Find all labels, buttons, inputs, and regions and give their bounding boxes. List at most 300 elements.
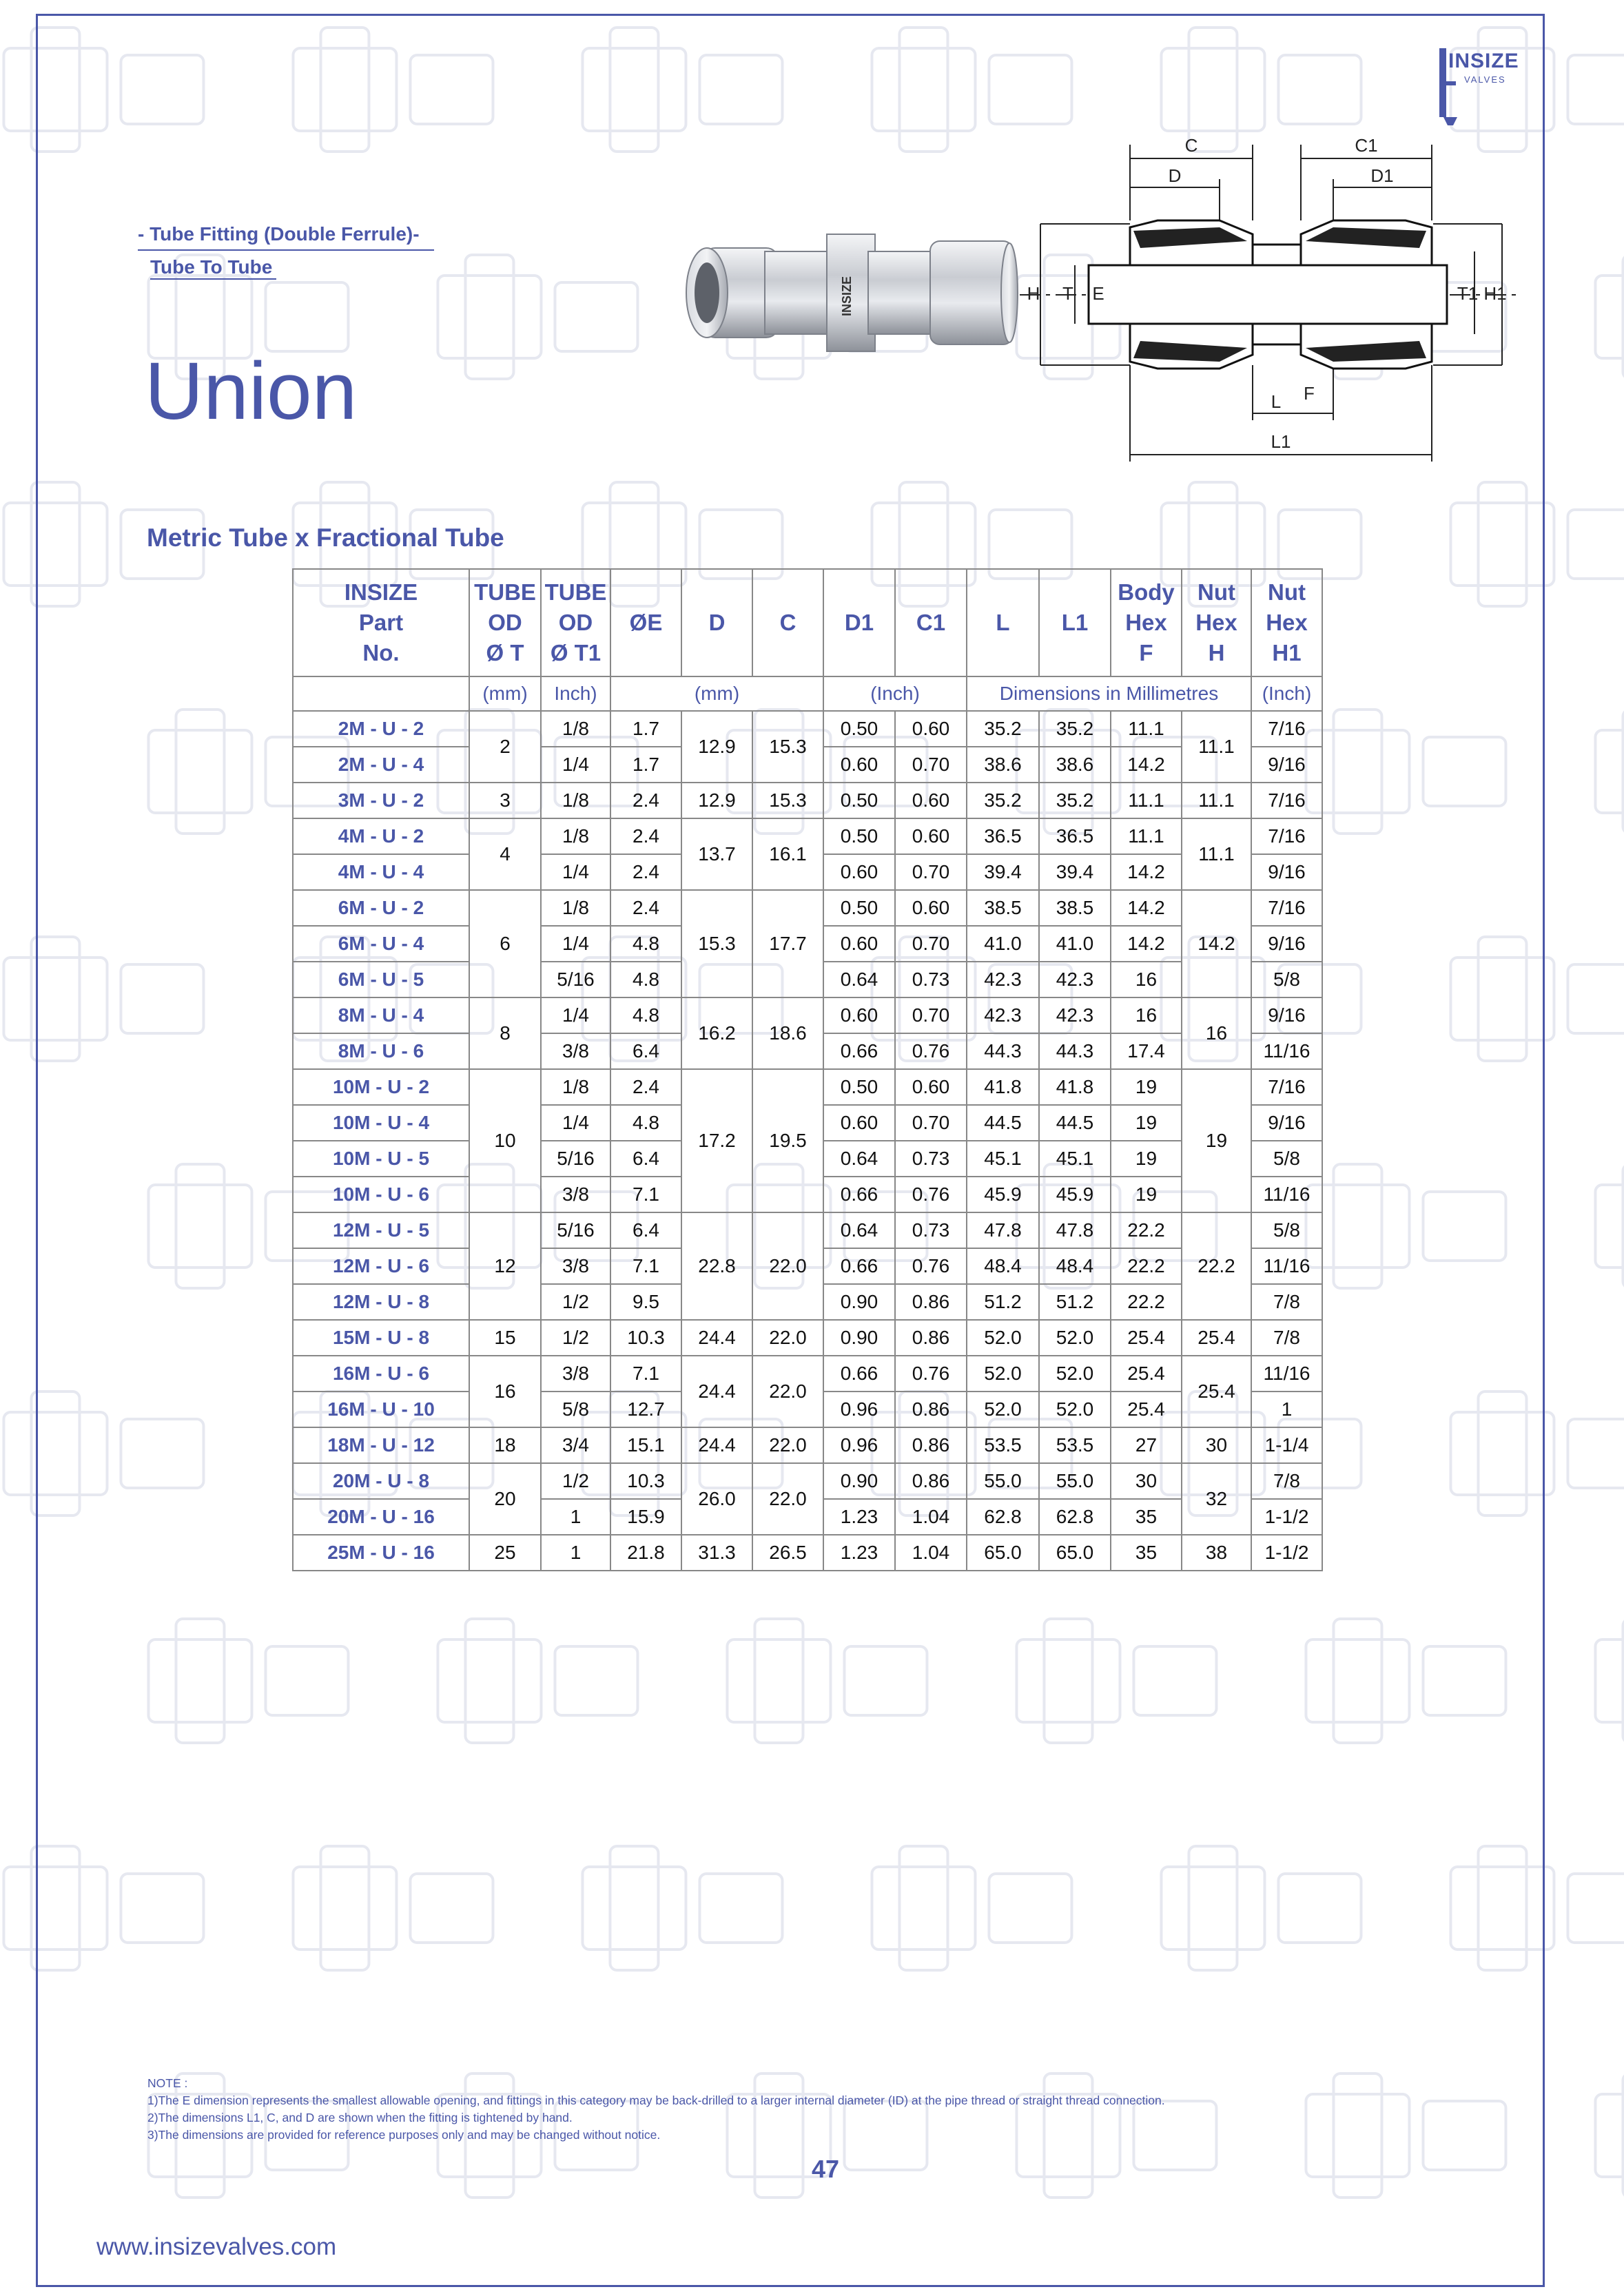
table-cell: 4.8 — [610, 962, 681, 997]
table-cell: 22.2 — [1182, 1212, 1251, 1320]
table-cell: 45.1 — [967, 1141, 1039, 1177]
table-cell: 7.1 — [610, 1248, 681, 1284]
table-cell: 47.8 — [1039, 1212, 1111, 1248]
column-header: TUBE OD Ø T — [469, 569, 541, 676]
table-cell: 7/16 — [1251, 818, 1322, 854]
table-cell: 6.4 — [610, 1141, 681, 1177]
part-number: 25M - U - 16 — [293, 1535, 469, 1571]
table-cell: 18 — [469, 1427, 541, 1463]
table-cell: 12.9 — [681, 711, 752, 783]
table-cell: 1 — [541, 1499, 610, 1535]
brand-name: INSIZE — [1448, 50, 1519, 72]
table-cell: 14.2 — [1111, 890, 1182, 926]
table-cell: 0.66 — [823, 1033, 895, 1069]
table-cell: 65.0 — [967, 1535, 1039, 1571]
table-cell: 35.2 — [967, 711, 1039, 747]
table-cell: 32 — [1182, 1463, 1251, 1535]
category-line2: Tube To Tube — [150, 256, 276, 280]
part-number: 12M - U - 5 — [293, 1212, 469, 1248]
table-cell: 24.4 — [681, 1356, 752, 1427]
table-cell: 0.96 — [823, 1427, 895, 1463]
table-cell: 44.3 — [1039, 1033, 1111, 1069]
table-cell: 0.70 — [895, 926, 967, 962]
label-f: F — [1304, 383, 1315, 404]
table-cell: 36.5 — [1039, 818, 1111, 854]
table-cell: 12.7 — [610, 1392, 681, 1427]
table-row — [293, 1069, 1322, 1105]
table-cell: 39.4 — [1039, 854, 1111, 890]
table-cell: 15.3 — [752, 711, 823, 783]
part-number: 20M - U - 16 — [293, 1499, 469, 1535]
table-cell: 6.4 — [610, 1033, 681, 1069]
label-t: T — [1062, 283, 1073, 304]
table-cell: 17.2 — [681, 1069, 752, 1212]
table-cell: 16 — [1111, 962, 1182, 997]
table-cell: 31.3 — [681, 1535, 752, 1571]
table-cell: 38.5 — [1039, 890, 1111, 926]
table-cell: 15.3 — [752, 783, 823, 818]
units-dimensions: Dimensions in Millimetres — [967, 676, 1251, 711]
table-cell: 0.76 — [895, 1033, 967, 1069]
table-cell: 0.90 — [823, 1284, 895, 1320]
table-cell: 19 — [1111, 1177, 1182, 1212]
part-number: 16M - U - 10 — [293, 1392, 469, 1427]
column-header: L — [967, 569, 1039, 676]
table-cell: 11.1 — [1182, 711, 1251, 783]
table-cell: 2 — [469, 711, 541, 783]
table-cell: 30 — [1111, 1463, 1182, 1499]
table-cell: 0.76 — [895, 1248, 967, 1284]
table-cell: 22.2 — [1111, 1284, 1182, 1320]
table-cell: 18.6 — [752, 997, 823, 1069]
column-header: C — [752, 569, 823, 676]
table-cell: 48.4 — [967, 1248, 1039, 1284]
table-cell: 1/4 — [541, 926, 610, 962]
table-cell: 41.0 — [1039, 926, 1111, 962]
table-cell: 22.2 — [1111, 1248, 1182, 1284]
table-cell: 16.2 — [681, 997, 752, 1069]
table-cell: 51.2 — [1039, 1284, 1111, 1320]
table-cell: 26.0 — [681, 1463, 752, 1535]
table-cell: 15.1 — [610, 1427, 681, 1463]
product-photo — [661, 214, 1020, 372]
category-line1: - Tube Fitting (Double Ferrule)- — [138, 223, 420, 245]
table-cell: 15 — [469, 1320, 541, 1356]
table-cell: 1 — [1251, 1392, 1322, 1427]
website-url: www.insizevalves.com — [96, 2233, 337, 2260]
table-cell: 14.2 — [1111, 926, 1182, 962]
table-cell: 0.64 — [823, 962, 895, 997]
table-cell: 14.2 — [1111, 747, 1182, 783]
table-cell: 25.4 — [1182, 1356, 1251, 1427]
table-row — [293, 1212, 1322, 1248]
table-cell: 52.0 — [967, 1392, 1039, 1427]
part-number: 2M - U - 4 — [293, 747, 469, 783]
table-cell: 42.3 — [967, 962, 1039, 997]
table-cell: 11/16 — [1251, 1248, 1322, 1284]
table-cell: 41.8 — [1039, 1069, 1111, 1105]
table-cell: 0.50 — [823, 1069, 895, 1105]
table-row — [293, 1427, 1322, 1463]
table-cell: 12 — [469, 1212, 541, 1320]
table-cell: 16 — [1182, 997, 1251, 1069]
table-subtitle: Metric Tube x Fractional Tube — [147, 524, 504, 552]
table-row — [293, 1320, 1322, 1356]
table-cell: 25.4 — [1111, 1320, 1182, 1356]
table-cell: 19.5 — [752, 1069, 823, 1212]
table-row — [293, 711, 1322, 747]
table-cell: 5/8 — [1251, 1212, 1322, 1248]
label-c: C — [1184, 135, 1198, 156]
table-cell: 52.0 — [1039, 1392, 1111, 1427]
table-cell: 7.1 — [610, 1356, 681, 1392]
table-cell: 5/16 — [541, 962, 610, 997]
table-cell: 15.3 — [681, 890, 752, 997]
table-row — [293, 1463, 1322, 1499]
label-d: D — [1168, 165, 1182, 186]
label-t1: T1 — [1457, 283, 1479, 304]
column-header: Nut Hex H — [1182, 569, 1251, 676]
table-cell: 0.70 — [895, 747, 967, 783]
table-cell: 24.4 — [681, 1427, 752, 1463]
table-cell: 2.4 — [610, 783, 681, 818]
table-cell: 47.8 — [967, 1212, 1039, 1248]
table-cell: 1/8 — [541, 783, 610, 818]
table-cell: 0.50 — [823, 783, 895, 818]
column-header: Nut Hex H1 — [1251, 569, 1322, 676]
table-cell: 0.50 — [823, 711, 895, 747]
table-cell: 11.1 — [1111, 818, 1182, 854]
table-cell: 45.9 — [1039, 1177, 1111, 1212]
table-cell: 42.3 — [967, 997, 1039, 1033]
part-number: 20M - U - 8 — [293, 1463, 469, 1499]
dimension-table — [292, 568, 1323, 1571]
table-cell: 52.0 — [967, 1356, 1039, 1392]
table-cell: 2.4 — [610, 854, 681, 890]
table-cell: 1-1/2 — [1251, 1499, 1322, 1535]
part-number: 8M - U - 6 — [293, 1033, 469, 1069]
table-cell: 41.0 — [967, 926, 1039, 962]
table-cell: 65.0 — [1039, 1535, 1111, 1571]
table-cell: 10.3 — [610, 1463, 681, 1499]
note-2: 2)The dimensions L1, C, and D are shown when the fitting is tightened by hand. — [147, 2111, 573, 2124]
table-cell: 0.64 — [823, 1141, 895, 1177]
table-cell: 11.1 — [1111, 711, 1182, 747]
table-cell: 22.2 — [1111, 1212, 1182, 1248]
table-cell: 4.8 — [610, 926, 681, 962]
table-cell: 1/4 — [541, 854, 610, 890]
table-cell: 22.0 — [752, 1427, 823, 1463]
table-row — [293, 1356, 1322, 1392]
table-cell: 38 — [1182, 1535, 1251, 1571]
table-cell: 22.0 — [752, 1212, 823, 1320]
part-number: 4M - U - 4 — [293, 854, 469, 890]
table-cell: 48.4 — [1039, 1248, 1111, 1284]
header-row — [293, 569, 1322, 676]
note-3: 3)The dimensions are provided for reference purposes only and may be changed without notice. — [147, 2128, 661, 2142]
units-empty — [293, 676, 469, 711]
table-cell: 25 — [469, 1535, 541, 1571]
table-cell: 4.8 — [610, 1105, 681, 1141]
table-cell: 19 — [1111, 1141, 1182, 1177]
table-cell: 25.4 — [1111, 1392, 1182, 1427]
part-number: 15M - U - 8 — [293, 1320, 469, 1356]
column-header: D — [681, 569, 752, 676]
units-mm: (mm) — [610, 676, 823, 711]
table-cell: 1.23 — [823, 1535, 895, 1571]
table-cell: 9/16 — [1251, 854, 1322, 890]
table-cell: 5/16 — [541, 1212, 610, 1248]
table-cell: 0.86 — [895, 1427, 967, 1463]
table-cell: 17.7 — [752, 890, 823, 997]
table-cell: 1/2 — [541, 1284, 610, 1320]
table-cell: 35.2 — [1039, 711, 1111, 747]
note-1: 1)The E dimension represents the smallest allowable opening, and fittings in this category may be back-drilled to a larger internal diameter (ID) at the pipe thread or straight thread connection. — [147, 2093, 1165, 2107]
part-number: 6M - U - 2 — [293, 890, 469, 926]
table-cell: 7/16 — [1251, 711, 1322, 747]
table-cell: 26.5 — [752, 1535, 823, 1571]
label-c1: C1 — [1355, 135, 1378, 156]
label-d1: D1 — [1370, 165, 1394, 186]
table-cell: 19 — [1111, 1105, 1182, 1141]
table-cell: 11.1 — [1182, 783, 1251, 818]
table-cell: 0.90 — [823, 1463, 895, 1499]
part-number: 12M - U - 6 — [293, 1248, 469, 1284]
table-cell: 10 — [469, 1069, 541, 1212]
table-row — [293, 818, 1322, 854]
table-cell: 3 — [469, 783, 541, 818]
table-cell: 4 — [469, 818, 541, 890]
table-cell: 52.0 — [967, 1320, 1039, 1356]
table-cell: 19 — [1111, 1069, 1182, 1105]
part-number: 8M - U - 4 — [293, 997, 469, 1033]
table-cell: 7/16 — [1251, 1069, 1322, 1105]
table-cell: 0.76 — [895, 1177, 967, 1212]
table-cell: 3/8 — [541, 1248, 610, 1284]
table-cell: 35 — [1111, 1499, 1182, 1535]
table-cell: 1/2 — [541, 1463, 610, 1499]
table-cell: 11.1 — [1182, 818, 1251, 890]
units-tube-od: (mm) — [469, 676, 541, 711]
table-cell: 42.3 — [1039, 962, 1111, 997]
brand-tagline: VALVES — [1464, 74, 1506, 85]
table-cell: 3/4 — [541, 1427, 610, 1463]
table-cell: 2.4 — [610, 1069, 681, 1105]
table-cell: 22.0 — [752, 1463, 823, 1535]
table-cell: 24.4 — [681, 1320, 752, 1356]
table-cell: 14.2 — [1111, 854, 1182, 890]
table-cell: 13.7 — [681, 818, 752, 890]
table-cell: 25.4 — [1182, 1320, 1251, 1356]
table-cell: 62.8 — [1039, 1499, 1111, 1535]
table-cell: 25.4 — [1111, 1356, 1182, 1392]
table-cell: 38.5 — [967, 890, 1039, 926]
column-header: Body Hex F — [1111, 569, 1182, 676]
table-cell: 22.0 — [752, 1320, 823, 1356]
table-cell: 9/16 — [1251, 747, 1322, 783]
table-cell: 0.66 — [823, 1248, 895, 1284]
table-cell: 1/4 — [541, 747, 610, 783]
table-cell: 7/8 — [1251, 1463, 1322, 1499]
table-cell: 0.50 — [823, 890, 895, 926]
column-header: TUBE OD Ø T1 — [541, 569, 610, 676]
dimension-drawing — [1020, 124, 1516, 482]
table-cell: 0.86 — [895, 1320, 967, 1356]
table-cell: 45.1 — [1039, 1141, 1111, 1177]
units-h1: (Inch) — [1251, 676, 1322, 711]
part-number: 3M - U - 2 — [293, 783, 469, 818]
column-header: D1 — [823, 569, 895, 676]
table-cell: 1.7 — [610, 711, 681, 747]
table-cell: 7/8 — [1251, 1284, 1322, 1320]
column-header: ØE — [610, 569, 681, 676]
table-cell: 38.6 — [967, 747, 1039, 783]
table-cell: 16 — [469, 1356, 541, 1427]
label-l1: L1 — [1271, 431, 1291, 452]
label-h: H — [1027, 283, 1040, 304]
table-cell: 6.4 — [610, 1212, 681, 1248]
table-cell: 62.8 — [967, 1499, 1039, 1535]
table-cell: 3/8 — [541, 1033, 610, 1069]
table-cell: 11/16 — [1251, 1177, 1322, 1212]
table-cell: 16.1 — [752, 818, 823, 890]
column-header: L1 — [1039, 569, 1111, 676]
table-cell: 41.8 — [967, 1069, 1039, 1105]
table-cell: 0.60 — [823, 1105, 895, 1141]
table-cell: 11.1 — [1111, 783, 1182, 818]
table-cell: 10.3 — [610, 1320, 681, 1356]
table-cell: 0.76 — [895, 1356, 967, 1392]
table-cell: 38.6 — [1039, 747, 1111, 783]
page-number: 47 — [812, 2155, 840, 2183]
table-cell: 3/8 — [541, 1356, 610, 1392]
table-cell: 0.73 — [895, 1212, 967, 1248]
table-cell: 44.3 — [967, 1033, 1039, 1069]
part-number: 6M - U - 4 — [293, 926, 469, 962]
label-l: L — [1271, 391, 1282, 412]
table-cell: 53.5 — [967, 1427, 1039, 1463]
table-cell: 1.04 — [895, 1499, 967, 1535]
table-cell: 0.73 — [895, 962, 967, 997]
part-number: 12M - U - 8 — [293, 1284, 469, 1320]
table-cell: 2.4 — [610, 890, 681, 926]
table-cell: 0.70 — [895, 1105, 967, 1141]
table-cell: 9/16 — [1251, 1105, 1322, 1141]
table-cell: 0.70 — [895, 997, 967, 1033]
table-cell: 55.0 — [1039, 1463, 1111, 1499]
table-cell: 7/8 — [1251, 1320, 1322, 1356]
table-cell: 52.0 — [1039, 1356, 1111, 1392]
table-cell: 11/16 — [1251, 1033, 1322, 1069]
table-cell: 11/16 — [1251, 1356, 1322, 1392]
table-cell: 45.9 — [967, 1177, 1039, 1212]
table-cell: 0.60 — [823, 997, 895, 1033]
table-cell: 39.4 — [967, 854, 1039, 890]
table-cell: 17.4 — [1111, 1033, 1182, 1069]
table-row — [293, 997, 1322, 1033]
page-title: Union — [145, 346, 358, 437]
table-cell: 0.60 — [895, 1069, 967, 1105]
table-cell: 1-1/4 — [1251, 1427, 1322, 1463]
label-h1: H1 — [1483, 283, 1507, 304]
table-cell: 0.86 — [895, 1463, 967, 1499]
table-cell: 0.60 — [895, 818, 967, 854]
table-cell: 0.60 — [823, 747, 895, 783]
table-cell: 51.2 — [967, 1284, 1039, 1320]
table-cell: 0.86 — [895, 1284, 967, 1320]
table-cell: 53.5 — [1039, 1427, 1111, 1463]
table-cell: 52.0 — [1039, 1320, 1111, 1356]
units-tube-od1: Inch) — [541, 676, 610, 711]
table-cell: 7/16 — [1251, 890, 1322, 926]
table-cell: 9/16 — [1251, 997, 1322, 1033]
part-number: 10M - U - 5 — [293, 1141, 469, 1177]
table-cell: 1.04 — [895, 1535, 967, 1571]
part-number: 16M - U - 6 — [293, 1356, 469, 1392]
units-inch: (Inch) — [823, 676, 967, 711]
table-cell: 1/8 — [541, 818, 610, 854]
table-row — [293, 1535, 1322, 1571]
table-cell: 35 — [1111, 1535, 1182, 1571]
table-cell: 1/8 — [541, 711, 610, 747]
table-cell: 8 — [469, 997, 541, 1069]
table-cell: 22.0 — [752, 1356, 823, 1427]
table-row — [293, 783, 1322, 818]
table-cell: 9.5 — [610, 1284, 681, 1320]
label-e: E — [1092, 283, 1104, 304]
table-cell: 1-1/2 — [1251, 1535, 1322, 1571]
part-number: 10M - U - 2 — [293, 1069, 469, 1105]
table-cell: 0.60 — [895, 783, 967, 818]
table-cell: 0.60 — [823, 854, 895, 890]
table-cell: 35.2 — [1039, 783, 1111, 818]
table-cell: 19 — [1182, 1069, 1251, 1212]
table-cell: 4.8 — [610, 997, 681, 1033]
table-cell: 0.60 — [895, 890, 967, 926]
table-cell: 35.2 — [967, 783, 1039, 818]
table-cell: 15.9 — [610, 1499, 681, 1535]
table-cell: 2.4 — [610, 818, 681, 854]
table-cell: 1/8 — [541, 890, 610, 926]
part-number: 6M - U - 5 — [293, 962, 469, 997]
table-cell: 5/16 — [541, 1141, 610, 1177]
part-number: 4M - U - 2 — [293, 818, 469, 854]
column-header: C1 — [895, 569, 967, 676]
table-cell: 55.0 — [967, 1463, 1039, 1499]
table-cell: 14.2 — [1182, 890, 1251, 997]
table-cell: 0.70 — [895, 854, 967, 890]
table-cell: 6 — [469, 890, 541, 997]
notes-heading: NOTE : — [147, 2076, 188, 2090]
table-cell: 5/8 — [541, 1392, 610, 1427]
table-cell: 0.66 — [823, 1356, 895, 1392]
notes — [147, 2075, 1165, 2144]
column-header: INSIZE Part No. — [293, 569, 469, 676]
table-cell: 0.60 — [895, 711, 967, 747]
table-row — [293, 890, 1322, 926]
table-cell: 1/4 — [541, 997, 610, 1033]
table-cell: 16 — [1111, 997, 1182, 1033]
units-row — [293, 676, 1322, 711]
table-cell: 1.23 — [823, 1499, 895, 1535]
category-rule — [138, 249, 434, 251]
table-cell: 5/8 — [1251, 962, 1322, 997]
table-cell: 3/8 — [541, 1177, 610, 1212]
part-number: 10M - U - 6 — [293, 1177, 469, 1212]
table-cell: 0.60 — [823, 926, 895, 962]
part-number: 2M - U - 2 — [293, 711, 469, 747]
photo-label: INSIZE — [840, 276, 854, 317]
